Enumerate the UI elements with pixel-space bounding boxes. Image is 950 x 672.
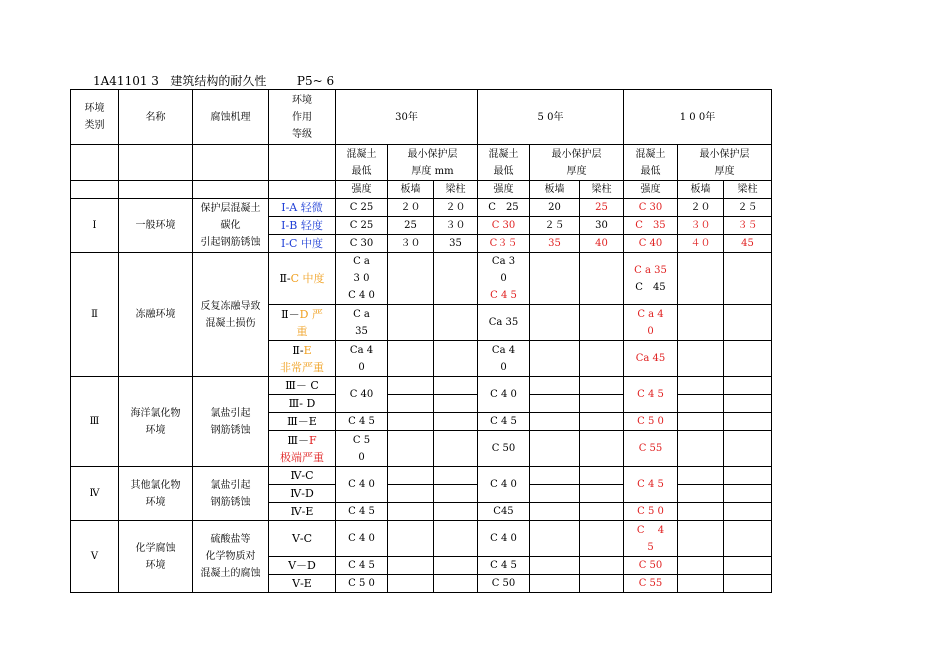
grade-level: E 非常严重 <box>280 343 324 374</box>
strength-30: C 5 0 <box>336 431 388 467</box>
blank-cell <box>71 181 119 199</box>
grade-cell: Ⅳ-E <box>269 503 336 521</box>
strength-50: C45 <box>478 503 530 521</box>
header-row-sub <box>71 145 772 181</box>
env-name-cell: 其他氯化物 环境 <box>119 467 193 521</box>
blank-cell <box>724 395 772 413</box>
blank-cell <box>530 503 580 521</box>
grade-cell: Ⅳ-C <box>269 467 336 485</box>
strength-100: C 55 <box>624 431 678 467</box>
blank-cell <box>388 503 434 521</box>
blank-cell <box>388 413 434 431</box>
strength-50: C 4 0 <box>478 377 530 413</box>
blank-cell <box>580 377 624 395</box>
strength-100: C 4 5 <box>624 467 678 503</box>
strength-30: C 30 <box>336 235 388 253</box>
header-row-units <box>71 181 772 199</box>
strength-100: C 5 0 <box>624 503 678 521</box>
strength-value: C a 35 <box>634 264 667 276</box>
cover-wall-50: ２５ <box>530 217 580 235</box>
strength-30: C 4 0 <box>336 467 388 503</box>
grade-cell: Ⅴ-E <box>269 575 336 593</box>
blank-cell <box>724 485 772 503</box>
header-name: 名称 <box>119 90 193 145</box>
blank-cell <box>71 145 119 181</box>
blank-cell <box>580 503 624 521</box>
env-name-cell: 冻融环境 <box>119 253 193 377</box>
header-cover-30: 最小保护层 厚度 mm <box>388 145 478 181</box>
mechanism-cell: 保护层混凝土 碳化 引起钢筋锈蚀 <box>193 199 269 253</box>
strength-100: C 30 <box>624 199 678 217</box>
blank-cell <box>388 467 434 485</box>
category-cell: Ⅳ <box>71 467 119 521</box>
blank-cell <box>530 395 580 413</box>
blank-cell <box>530 485 580 503</box>
blank-cell <box>193 181 269 199</box>
header-banqiang: 板墙 <box>530 181 580 199</box>
header-banqiang: 板墙 <box>678 181 724 199</box>
category-cell: Ⅰ <box>71 199 119 253</box>
strength-100: C 5 0 <box>624 413 678 431</box>
strength-50: C 4 0 <box>478 521 530 557</box>
header-qiangdu: 强度 <box>624 181 678 199</box>
strength-value: C 45 <box>635 281 666 293</box>
cover-beam-50: 30 <box>580 217 624 235</box>
blank-cell <box>724 575 772 593</box>
category-cell: Ⅴ <box>71 521 119 593</box>
blank-cell <box>434 431 478 467</box>
blank-cell <box>388 253 434 305</box>
header-liangzhu: 梁柱 <box>724 181 772 199</box>
cover-beam-50: 25 <box>580 199 624 217</box>
blank-cell <box>269 145 336 181</box>
grade-prefix: Ⅱ- <box>279 272 291 285</box>
strength-50: C 4 0 <box>478 467 530 503</box>
strength-30: C 5 0 <box>336 575 388 593</box>
blank-cell <box>580 467 624 485</box>
blank-cell <box>269 181 336 199</box>
table-row <box>71 199 772 217</box>
blank-cell <box>434 521 478 557</box>
strength-50: C 4 5 <box>478 557 530 575</box>
blank-cell <box>388 377 434 395</box>
strength-100: C 4 5 <box>624 377 678 413</box>
strength-50: C 25 <box>478 199 530 217</box>
mechanism-cell: 氯盐引起 钢筋锈蚀 <box>193 377 269 467</box>
blank-cell <box>119 181 193 199</box>
grade-cell: Ⅰ-B 轻度 <box>269 217 336 235</box>
strength-30: C 25 <box>336 217 388 235</box>
blank-cell <box>678 395 724 413</box>
blank-cell <box>724 431 772 467</box>
mechanism-cell: 硫酸盐等 化学物质对 混凝土的腐蚀 <box>193 521 269 593</box>
header-liangzhu: 梁柱 <box>434 181 478 199</box>
strength-100: C 4 5 <box>624 521 678 557</box>
cover-beam-30: ２０ <box>434 199 478 217</box>
grade-level: C 中度 <box>290 272 325 285</box>
strength-100: C 50 <box>624 557 678 575</box>
cover-wall-30: ３０ <box>388 235 434 253</box>
cover-wall-30: 25 <box>388 217 434 235</box>
blank-cell <box>530 431 580 467</box>
blank-cell <box>724 557 772 575</box>
blank-cell <box>678 377 724 395</box>
strength-50: Ca 35 <box>478 305 530 341</box>
blank-cell <box>678 485 724 503</box>
strength-50: C 50 <box>478 431 530 467</box>
blank-cell <box>678 341 724 377</box>
cover-beam-100: ２５ <box>724 199 772 217</box>
blank-cell <box>434 377 478 395</box>
strength-50: C 30 <box>478 217 530 235</box>
grade-cell <box>269 341 336 377</box>
header-banqiang: 板墙 <box>388 181 434 199</box>
blank-cell <box>580 557 624 575</box>
grade-prefix: Ⅱ－ <box>281 307 300 321</box>
cover-wall-30: ２０ <box>388 199 434 217</box>
header-row-top <box>71 90 772 145</box>
header-cover-50: 最小保护层 厚度 <box>530 145 624 181</box>
strength-50: Ca 4 0 <box>478 341 530 377</box>
blank-cell <box>724 503 772 521</box>
blank-cell <box>434 253 478 305</box>
blank-cell <box>434 305 478 341</box>
strength-50 <box>478 253 530 305</box>
blank-cell <box>580 413 624 431</box>
strength-30: C 25 <box>336 199 388 217</box>
table-row <box>71 521 772 557</box>
cover-beam-100: ３５ <box>724 217 772 235</box>
grade-cell: Ⅰ-A 轻微 <box>269 199 336 217</box>
strength-30: C 4 5 <box>336 413 388 431</box>
blank-cell <box>434 557 478 575</box>
strength-100 <box>624 253 678 305</box>
blank-cell <box>724 413 772 431</box>
category-cell: Ⅲ <box>71 377 119 467</box>
mechanism-cell: 反复冻融导致 混凝土损伤 <box>193 253 269 377</box>
grade-cell <box>269 431 336 467</box>
header-50-years: 5 0年 <box>478 90 624 145</box>
header-strength-50: 混凝土 最低 <box>478 145 530 181</box>
blank-cell <box>530 467 580 485</box>
table-row <box>71 253 772 305</box>
strength-30: C 4 5 <box>336 557 388 575</box>
mechanism-cell: 氯盐引起 钢筋锈蚀 <box>193 467 269 521</box>
blank-cell <box>678 431 724 467</box>
env-name-cell: 一般环境 <box>119 199 193 253</box>
blank-cell <box>530 377 580 395</box>
cover-wall-100: ２０ <box>678 199 724 217</box>
header-qiangdu: 强度 <box>478 181 530 199</box>
grade-cell: Ⅴ－D <box>269 557 336 575</box>
blank-cell <box>580 253 624 305</box>
table-row <box>71 467 772 485</box>
blank-cell <box>434 575 478 593</box>
header-mechanism: 腐蚀机理 <box>193 90 269 145</box>
strength-30: C 4 5 <box>336 503 388 521</box>
grade-cell: Ⅲ－ C <box>269 377 336 395</box>
blank-cell <box>678 503 724 521</box>
grade-cell: Ⅴ-C <box>269 521 336 557</box>
env-name-cell: 化学腐蚀 环境 <box>119 521 193 593</box>
grade-cell: Ⅰ-C 中度 <box>269 235 336 253</box>
header-strength-100: 混凝土 最低 <box>624 145 678 181</box>
document-caption: 1A41101 3 建筑结构的耐久性 P5~ 6 <box>93 74 335 88</box>
strength-value: Ca 3 0 <box>491 256 516 284</box>
blank-cell <box>724 377 772 395</box>
strength-30: C 40 <box>336 377 388 413</box>
grade-cell: Ⅳ-D <box>269 485 336 503</box>
strength-value: C 4 5 <box>490 290 517 301</box>
blank-cell <box>530 413 580 431</box>
blank-cell <box>388 395 434 413</box>
blank-cell <box>724 253 772 305</box>
durability-table <box>70 89 772 593</box>
blank-cell <box>724 521 772 557</box>
blank-cell <box>580 341 624 377</box>
grade-level: D 严 重 <box>296 307 323 338</box>
blank-cell <box>434 395 478 413</box>
grade-cell <box>269 253 336 305</box>
cover-beam-50: 40 <box>580 235 624 253</box>
blank-cell <box>678 413 724 431</box>
strength-50: C３５ <box>478 235 530 253</box>
strength-50: C 4 5 <box>478 413 530 431</box>
blank-cell <box>530 341 580 377</box>
blank-cell <box>434 503 478 521</box>
header-env-category: 环境 类别 <box>71 90 119 145</box>
strength-100: C 40 <box>624 235 678 253</box>
blank-cell <box>434 413 478 431</box>
header-grade: 环境 作用 等级 <box>269 90 336 145</box>
header-qiangdu: 强度 <box>336 181 388 199</box>
grade-prefix: Ⅱ- <box>292 343 304 357</box>
strength-100: C a 4 0 <box>624 305 678 341</box>
blank-cell <box>388 485 434 503</box>
blank-cell <box>388 575 434 593</box>
blank-cell <box>388 521 434 557</box>
blank-cell <box>678 253 724 305</box>
category-cell: Ⅱ <box>71 253 119 377</box>
cover-wall-50: 20 <box>530 199 580 217</box>
blank-cell <box>530 521 580 557</box>
strength-100: Ca 45 <box>624 341 678 377</box>
cover-wall-100: ４０ <box>678 235 724 253</box>
blank-cell <box>678 305 724 341</box>
blank-cell <box>119 145 193 181</box>
header-cover-100: 最小保护层 厚度 <box>678 145 772 181</box>
blank-cell <box>388 557 434 575</box>
cover-wall-100: ３０ <box>678 217 724 235</box>
grade-cell <box>269 305 336 341</box>
blank-cell <box>724 467 772 485</box>
header-strength-30: 混凝土 最低 <box>336 145 388 181</box>
env-name-cell: 海洋氯化物 环境 <box>119 377 193 467</box>
blank-cell <box>530 305 580 341</box>
blank-cell <box>530 575 580 593</box>
blank-cell <box>580 395 624 413</box>
blank-cell <box>388 305 434 341</box>
strength-30: C a 35 <box>336 305 388 341</box>
blank-cell <box>724 305 772 341</box>
blank-cell <box>434 341 478 377</box>
blank-cell <box>678 575 724 593</box>
header-30-years: 30年 <box>336 90 478 145</box>
blank-cell <box>434 485 478 503</box>
table-row <box>71 377 772 395</box>
blank-cell <box>580 431 624 467</box>
strength-50: C 50 <box>478 575 530 593</box>
header-liangzhu: 梁柱 <box>580 181 624 199</box>
strength-30: C a 3 0 C 4 0 <box>336 253 388 305</box>
blank-cell <box>678 467 724 485</box>
grade-cell: Ⅲ- D <box>269 395 336 413</box>
blank-cell <box>530 253 580 305</box>
blank-cell <box>678 521 724 557</box>
cover-beam-100: 45 <box>724 235 772 253</box>
blank-cell <box>434 467 478 485</box>
blank-cell <box>580 305 624 341</box>
blank-cell <box>678 557 724 575</box>
blank-cell <box>388 341 434 377</box>
header-100-years: 1 0 0年 <box>624 90 772 145</box>
grade-cell: Ⅲ－E <box>269 413 336 431</box>
strength-30: C 4 0 <box>336 521 388 557</box>
strength-100: C 35 <box>624 217 678 235</box>
cover-beam-30: ３０ <box>434 217 478 235</box>
blank-cell <box>193 145 269 181</box>
blank-cell <box>388 431 434 467</box>
strength-100: C 55 <box>624 575 678 593</box>
strength-30: Ca 4 0 <box>336 341 388 377</box>
blank-cell <box>580 521 624 557</box>
cover-wall-50: 35 <box>530 235 580 253</box>
blank-cell <box>724 341 772 377</box>
blank-cell <box>580 485 624 503</box>
blank-cell <box>580 575 624 593</box>
grade-prefix: Ⅲ－ <box>287 433 309 447</box>
blank-cell <box>530 557 580 575</box>
cover-beam-30: 35 <box>434 235 478 253</box>
grade-level: F 极端严重 <box>280 433 324 464</box>
